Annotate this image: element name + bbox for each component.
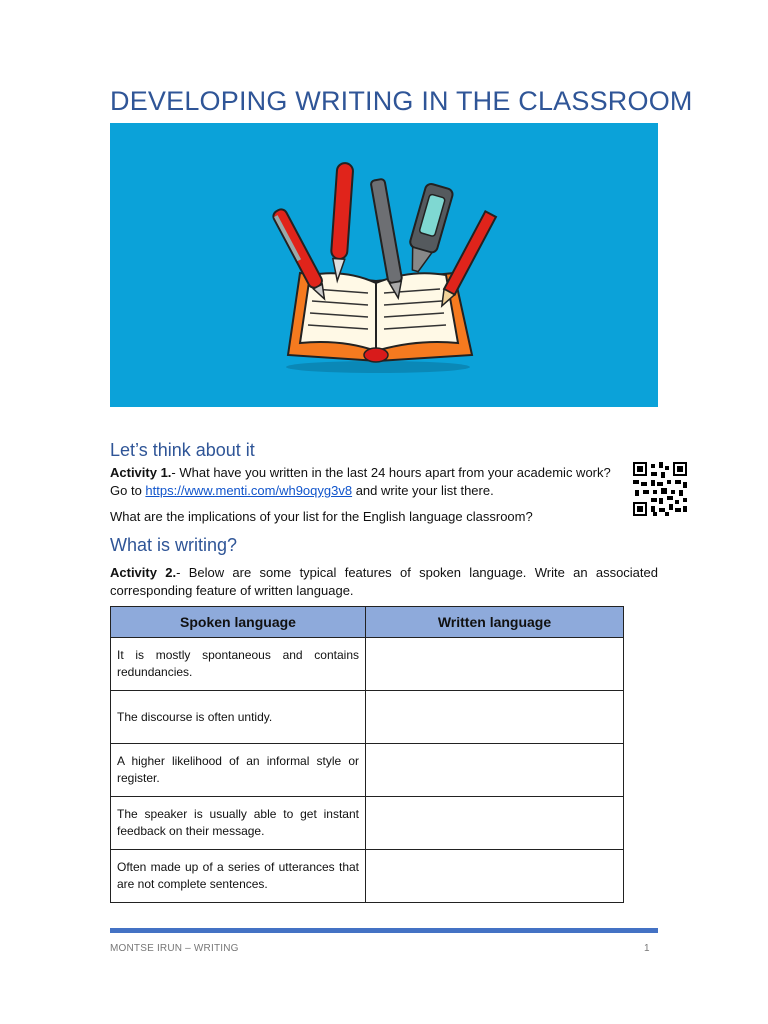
written-cell[interactable]: [366, 797, 624, 850]
activity-1-text: - What have you written in the last 24 hours apart from your academic work? Go to: [110, 465, 611, 498]
written-cell[interactable]: [366, 744, 624, 797]
activity-2-label: Activity 2.: [110, 565, 177, 580]
table-row: [111, 797, 624, 850]
table-header-row: [111, 607, 624, 638]
written-cell[interactable]: [366, 850, 624, 903]
activity-1-text-end: and write your list there.: [352, 483, 494, 498]
written-cell[interactable]: [366, 691, 624, 744]
section-heading-think: Let’s think about it: [110, 440, 255, 460]
page-number: 1: [644, 943, 650, 954]
footer-divider: [110, 928, 658, 933]
table-row: [111, 691, 624, 744]
spoken-written-table: [110, 606, 624, 903]
header-spoken: Spoken language: [111, 607, 366, 638]
spoken-cell: The speaker is usually able to get instant feedback on their message.: [111, 797, 366, 850]
table-row: [111, 850, 624, 903]
spoken-cell: A higher likelihood of an informal style or register.: [111, 744, 366, 797]
implications-question: What are the implications of your list for the English language classroom?: [110, 509, 533, 524]
table-row: [111, 638, 624, 691]
hero-illustration: [110, 123, 658, 407]
spoken-cell: It is mostly spontaneous and contains redundancies.: [111, 638, 366, 691]
activity-1-paragraph: [110, 464, 626, 500]
activity-1-label: Activity 1.: [110, 465, 172, 480]
footer-author: MONTSE IRUN – WRITING: [110, 943, 239, 954]
spoken-cell: Often made up of a series of utterances that are not complete sentences.: [111, 850, 366, 903]
spoken-cell: The discourse is often untidy.: [111, 691, 366, 744]
activity-2-paragraph: [110, 564, 658, 600]
activity-2-text: - Below are some typical features of spoken language. Write an associated corresponding feature of written language.: [110, 565, 658, 598]
book-and-pens-illustration: [110, 123, 658, 407]
menti-link[interactable]: https://www.menti.com/wh9oqyg3v8: [145, 483, 353, 498]
written-cell[interactable]: [366, 638, 624, 691]
section-heading-writing: What is writing?: [110, 535, 238, 555]
table-row: [111, 744, 624, 797]
header-written: Written language: [366, 607, 624, 638]
page-title: DEVELOPING WRITING IN THE CLASSROOM: [110, 86, 693, 116]
